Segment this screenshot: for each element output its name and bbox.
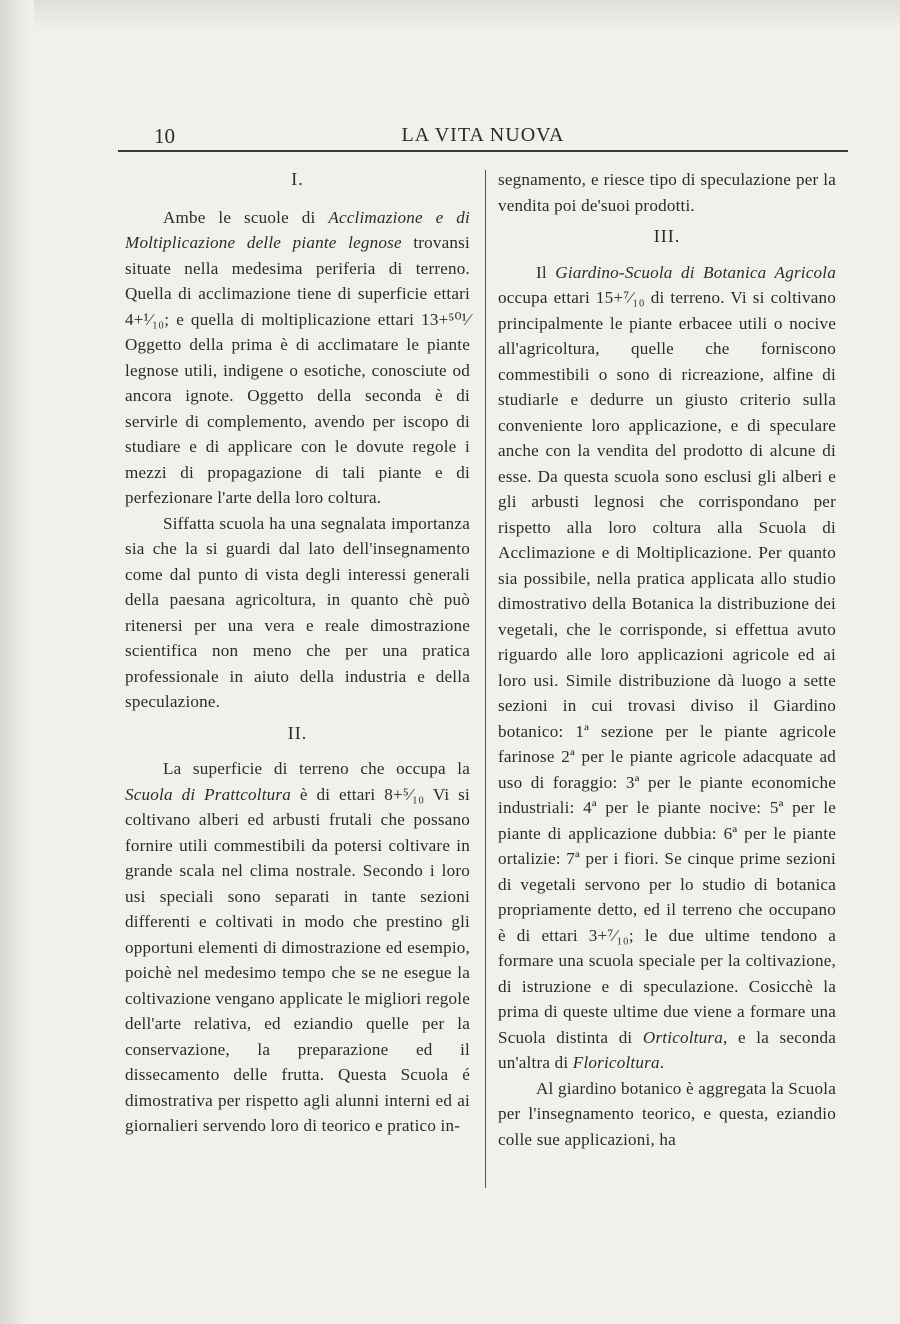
scan-shadow-left [0, 0, 34, 1324]
header-rule [118, 150, 848, 152]
column-divider [485, 170, 486, 1188]
continuation-paragraph: segnamento, e riesce tipo di speculazione per la vendita poi de'suoi prodotti. [498, 170, 836, 215]
section-3-paragraph-2: Al giardino botanico è aggregata la Scuola per l'insegnamento teorico, e questa, eziandio colle sue applicazioni, ha [498, 1078, 836, 1149]
text-run: Ambe le scuole di [163, 207, 329, 227]
section-3-paragraph-1 [498, 260, 836, 1076]
italic-run: Acclimazione e di Moltiplicazione delle piante legnose [125, 207, 470, 252]
italic-run: Scuola di Prattcoltura [125, 784, 292, 804]
page-number: 10 [154, 124, 175, 148]
section-title-2: II. [287, 722, 308, 743]
section-1-paragraph-1 [125, 205, 470, 511]
text-run: è di ettari 8+⁵⁄₁₀ Vi si coltivano alberi ed arbusti frutali che possano fornire utili commestibili da potersi coltivare in grande scala nel clima nostrale. Secondo i loro usi speciali sono separati in tante sezioni differenti e coltivati in modo che prestino gli opportuni elementi di dimostrazione ed esempio, poichè nel medesimo tempo che se ne esegue la coltivazione vengano applicate le migliori regole dell'arte relativa, ed eziandio quelle per la conservazione, la preparazione ed il dissecamento delle frutta. Questa Scuola é dimostrativa per rispetto agli alunni interni ed ai giornalieri servendo loro di teorico e pratico in- [125, 784, 470, 1135]
text-run: Il [536, 262, 556, 282]
scan-shadow-top [0, 0, 900, 30]
text-run: trovansi situate nella medesima periferia di terreno. Quella di acclimazione tiene di superficie ettari 4+¹⁄₁₀; e quella di moltiplicazione ettari 13+⁵⁰¹⁄ Oggetto della prima è di acclimatare le piante legnose utili, indigene o esotiche, conosciute od ancora ignote. Oggetto della seconda è di servirle di complemento, avendo per iscopo di studiare e di applicare con le dovute regole i mezzi di propagazione di tali piante e di perfezionare l'arte della loro coltura. [125, 233, 470, 507]
right-column [498, 167, 836, 1152]
text-run: La superficie di terreno che occupa la [163, 759, 470, 778]
section-title-3: III. [653, 226, 681, 246]
italic-run: Giardino-Scuola di Botanica Agricola [555, 262, 836, 282]
running-head: LA VITA NUOVA [401, 124, 565, 146]
text-run: . [659, 1053, 665, 1072]
section-title-1: I. [291, 169, 304, 189]
text-run: occupa ettari 15+⁷⁄₁₀ di terreno. Vi si coltivano principalmente le piante erbacee utili o nocive all'agricoltura, quelle che forniscono commestibili o sono di ricreazione, alfine di studiarle e dedurre un giusto criterio sulla conveniente loro applicazione, e di speculare anche con la vendita del prodotto di alcune di esse. Da questa scuola sono esclusi gli alberi e gli arbusti legnosi che corrispondano per rispetto alla loro coltura alla Scuola di Acclimazione e di Moltiplicazione. Per quanto sia possibile, nella pratica applicata allo studio dimostrativo della Botanica la distribuzione dei vegetali, che le corrisponde, si effettua avuto riguardo alle loro applicazioni agricole ed ai loro usi. Simile distribuzione dà luogo a sette sezioni in cui trovasi diviso il Giardino botanico: 1ª sezione per le piante agricole farinose 2ª per le piante agricole adacquate ad uso di foraggio: 3ª per le piante economiche industriali: 4ª per le piante nocive: 5ª per le piante di applicazione dubbia: 6ª per le piante ortalizie: 7ª per i fiori. Se cinque prime sezioni di vegetali servono per lo studio di botanica propriamente detto, ed il terreno che occupano è di ettari 3+⁷⁄₁₀; le due ultime tendono a formare una scuola speciale per la coltivazione, di istruzione e di speculazione. Cosicchè la prima di queste ultime due viene a formare una Scuola distinta di [498, 288, 836, 1047]
italic-run: Floricoltura [572, 1053, 660, 1072]
section-1-paragraph-2: Siffatta scuola ha una segnalata importanza sia che la si guardi dal lato dell'insegnamento come dal punto di vista degli interessi generali della paesana agricoltura, in quanto chè può ritenersi per una vera e reale dimostrazione scientifica non meno che per una pratica professionale in aiuto della industria e della speculazione. [125, 513, 470, 711]
italic-run: Orticoltura [642, 1027, 723, 1047]
page-header [118, 124, 848, 150]
section-2-paragraph-1 [125, 756, 470, 1139]
left-column [125, 167, 470, 1139]
text-run: , e la seconda un'altra di [498, 1027, 836, 1072]
